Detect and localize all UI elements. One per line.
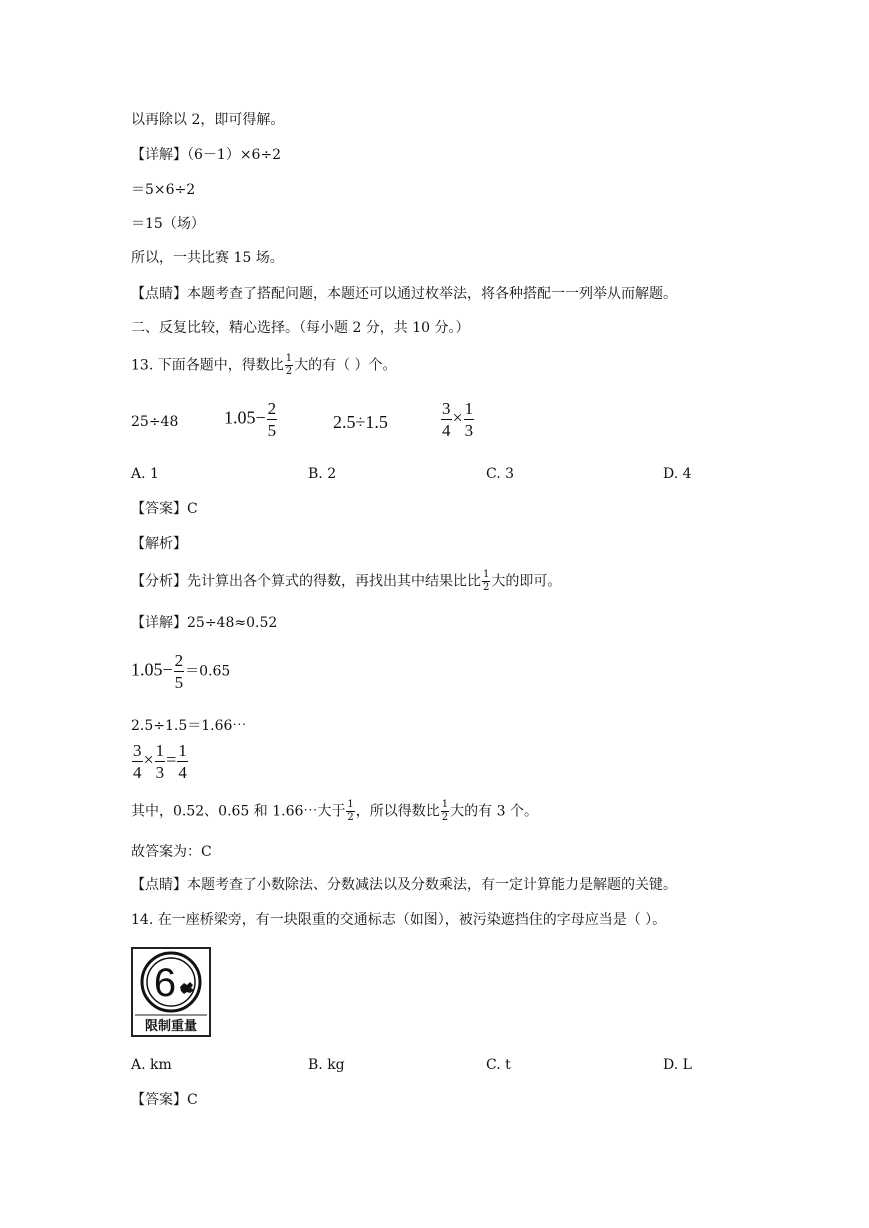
sign-caption: 限制重量 [144,1019,198,1034]
comment-line: 【点睛】本题考查了搭配问题，本题还可以通过枚举法，将各种搭配一一列举从而解题。 [131,286,677,302]
conclusion-text: 其中，0.52、0.65 和 1.66⋯大于 [131,803,346,820]
detail-line: 【详解】（6－1）×6÷2 [131,147,282,163]
comment-line: 【点睛】本题考查了小数除法、分数减法以及分数乘法，有一定计算能力是解题的关键。 [131,877,677,893]
calc-result-line: ＝15（场） [131,216,205,232]
denominator: 2 [285,366,293,377]
operator: × [452,407,463,428]
denominator: 4 [442,421,451,440]
fraction [441,800,449,823]
calc-line-2 [131,652,230,691]
fraction [346,800,354,823]
stem-text: 大的有（ ）个。 [294,357,397,374]
fraction [132,742,143,781]
operator: × [143,749,154,770]
conclusion-text: 大的有 3 个。 [450,803,538,820]
operator: = [166,749,177,770]
calc-line-3: 2.5÷1.5＝1.66⋯ [131,718,247,734]
limit-weight-sign-icon [131,947,211,1037]
analysis-line [131,570,561,593]
denominator: 2 [483,582,490,593]
analysis-heading: 【解析】 [131,536,187,552]
option-b[interactable]: B. kg [308,1057,345,1073]
denominator: 4 [178,763,187,782]
numerator: 2 [267,399,277,418]
calc-line: ＝5×6÷2 [131,182,196,198]
numerator: 1 [347,799,354,810]
denominator: 4 [133,763,142,782]
analysis-text: 【分析】先计算出各个算式的得数，再找出其中结果比比 [131,573,481,590]
detail-line: 【详解】25÷48≈0.52 [131,615,278,631]
question-13-stem [131,354,397,377]
numerator: 2 [174,651,184,670]
conclusion-line [131,800,538,823]
numerator: 1 [464,399,474,418]
stem-text: 13. 下面各题中，得数比 [131,357,284,374]
option-d[interactable]: D. L [663,1057,692,1073]
expression-4 [440,400,475,439]
numerator: 3 [133,741,142,760]
denominator: 2 [441,812,449,823]
fraction [464,400,475,439]
fraction [285,354,293,377]
analysis-text: 大的即可。 [491,573,562,590]
question-14-stem: 14. 在一座桥梁旁，有一块限重的交通标志（如图），被污染遮挡住的字母应当是（ ）。 [131,912,667,928]
numerator: 1 [155,741,165,760]
numerator: 1 [178,741,187,760]
expression-2 [224,400,278,439]
fraction [155,742,166,781]
conclusion-line: 所以，一共比赛 15 场。 [131,250,284,266]
answer-line: 【答案】C [131,1092,198,1108]
fraction [267,400,278,439]
section-heading: 二、反复比较，精心选择。（每小题 2 分，共 10 分。） [131,320,470,336]
expression-3: 2.5÷1.5 [333,412,388,432]
fraction [441,400,452,439]
expression-text: 1.05− [224,407,266,428]
sign-number: 6 [153,961,177,1005]
numerator: 1 [441,799,449,810]
result-line: 故答案为：C [131,844,212,860]
fraction [482,570,490,593]
expression-text: 1.05− [131,659,173,680]
denominator: 2 [347,812,354,823]
numerator: 3 [442,399,451,418]
option-d[interactable]: D. 4 [663,466,692,482]
option-c[interactable]: C. 3 [486,466,515,482]
denominator: 3 [155,763,165,782]
denominator: 3 [464,421,474,440]
denominator: 5 [174,673,184,692]
denominator: 5 [267,421,277,440]
expression-1: 25÷48 [131,414,179,430]
text-line: 以再除以 2，即可得解。 [131,112,285,128]
conclusion-text: ，所以得数比 [355,803,440,820]
fraction [174,652,185,691]
calc-line-4 [131,742,189,781]
numerator: 1 [483,569,490,580]
expression-result: ＝0.65 [185,663,231,680]
option-b[interactable]: B. 2 [308,466,337,482]
option-a[interactable]: A. km [131,1057,172,1073]
answer-line: 【答案】C [131,501,198,517]
option-a[interactable]: A. 1 [131,466,159,482]
option-c[interactable]: C. t [486,1057,511,1073]
numerator: 1 [285,353,293,364]
fraction [177,742,188,781]
